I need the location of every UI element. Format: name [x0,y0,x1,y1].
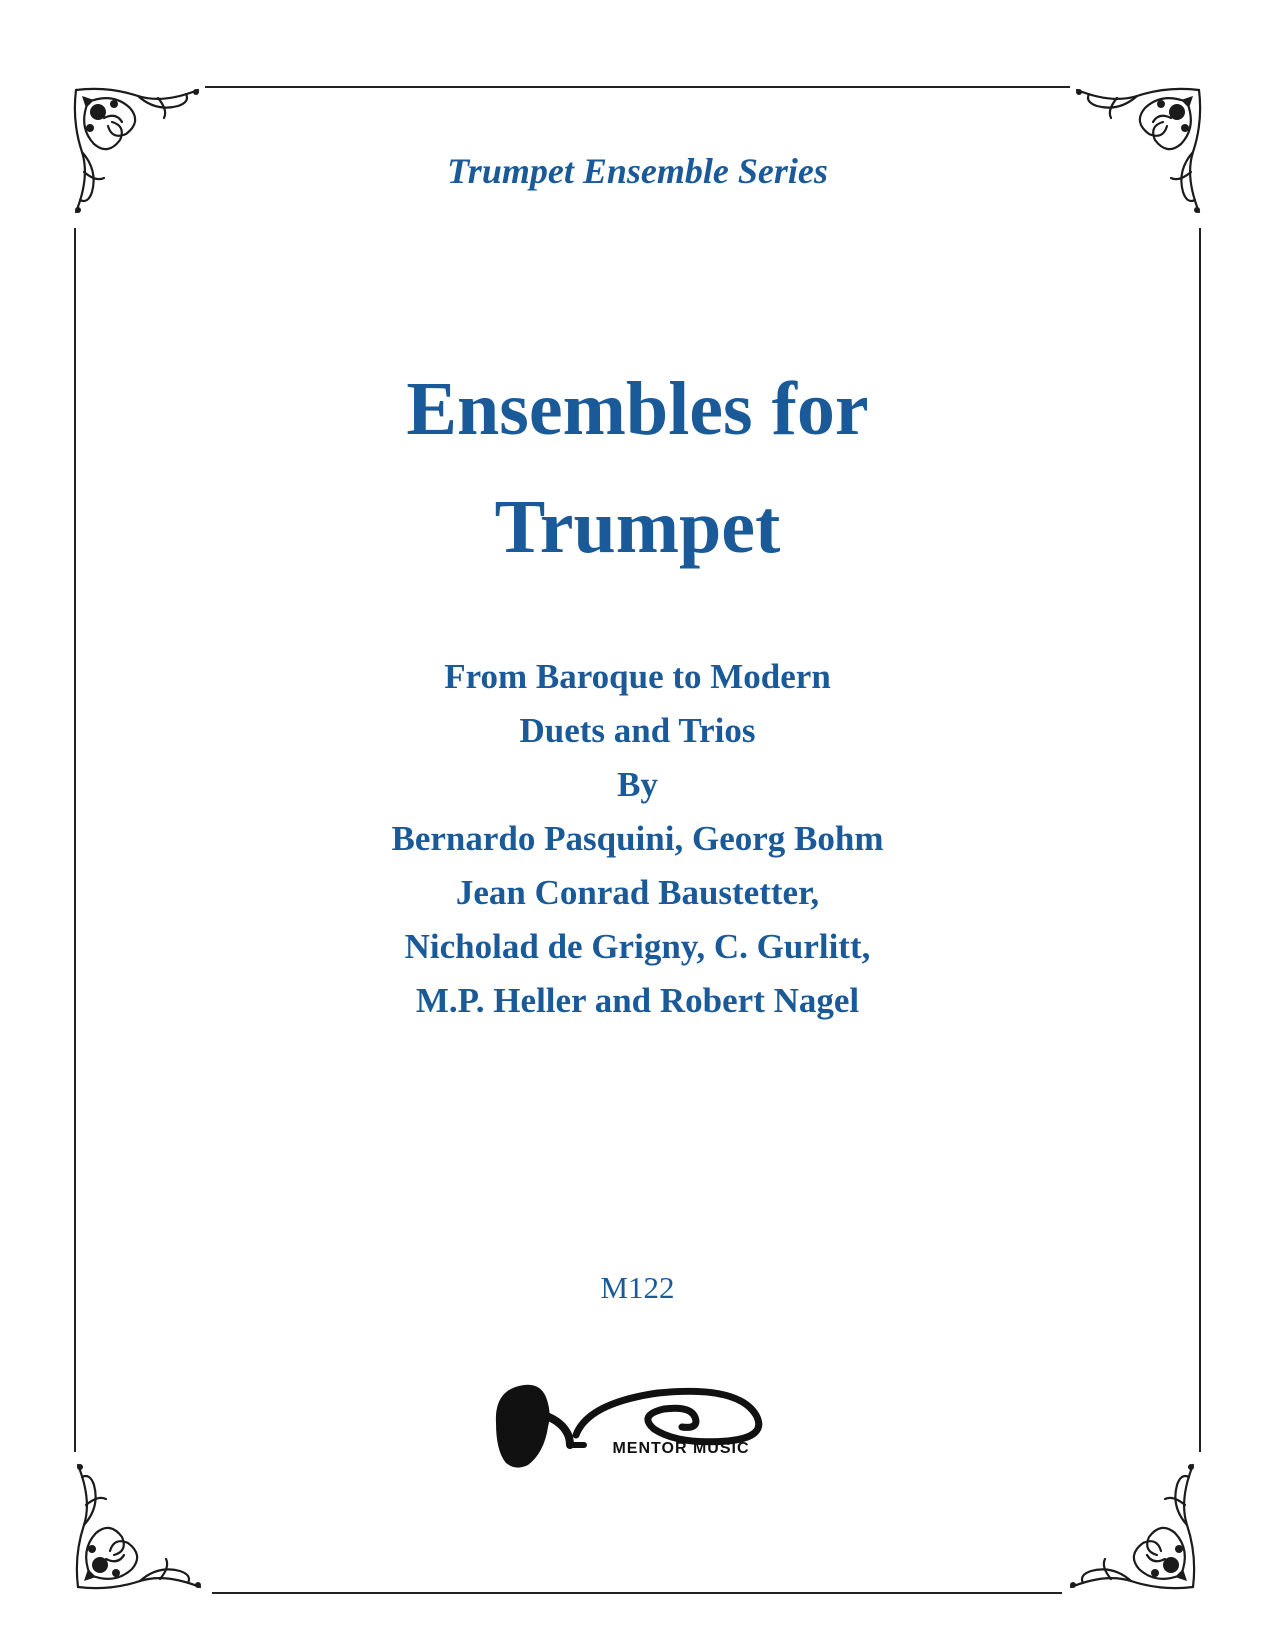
title-line-1: Ensembles for [406,367,869,451]
subtitle-line: Duets and Trios [519,711,756,750]
flourish-icon [70,1460,205,1595]
composers-line: Bernardo Pasquini, Georg Bohm [391,819,884,858]
corner-ornament-bottom-left [70,1460,205,1595]
subtitle-block [0,650,1275,1028]
main-title [0,350,1275,586]
trumpet-bell-logo-icon [488,1375,788,1475]
border-top [205,86,1070,88]
composers-line: M.P. Heller and Robert Nagel [415,981,860,1020]
publisher-name: MENTOR MUSIC [612,1440,750,1457]
title-line-2: Trumpet [494,485,781,569]
composers-line: Jean Conrad Baustetter, [455,873,820,912]
publisher-logo [488,1375,788,1475]
subtitle-line: From Baroque to Modern [444,657,831,696]
flourish-icon [1066,1460,1201,1595]
subtitle-line: By [617,765,658,804]
series-title: Trumpet Ensemble Series [447,151,828,191]
border-bottom [212,1592,1062,1594]
composers-line: Nicholad de Grigny, C. Gurlitt, [404,927,871,966]
catalog-code: M122 [600,1270,675,1305]
corner-ornament-bottom-right [1066,1460,1201,1595]
